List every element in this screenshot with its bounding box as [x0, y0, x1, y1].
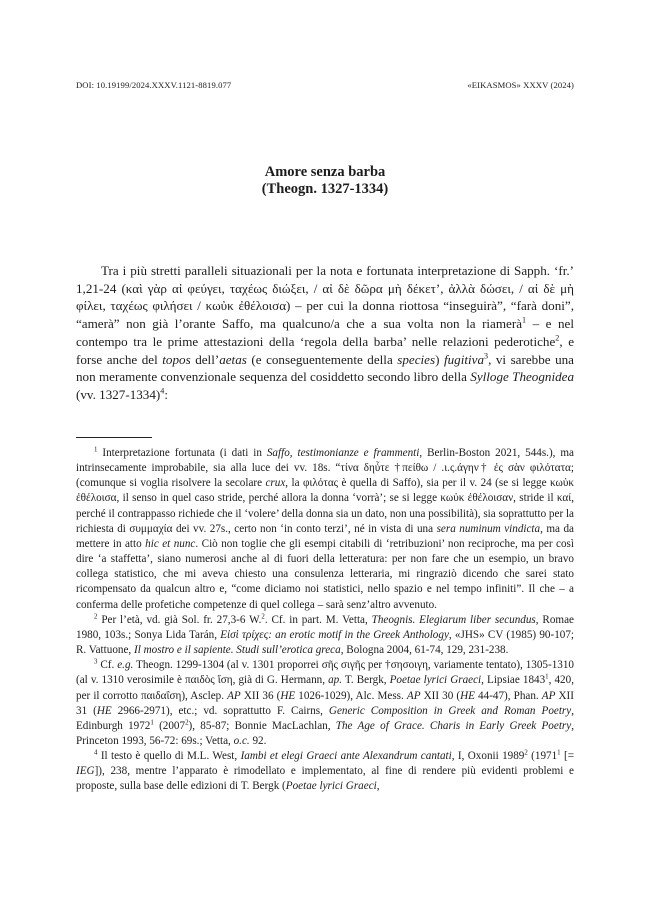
note-text: , la φιλότας è quella di Saffo), sia per il v. 24 (se si legge κωὐκ ἐθέλοισα, il senso in quel caso stride, perché allora la donna ‘vorrà’; se si legge κωὐκ ἐθέλοισαν, stride il καί, perché il contrappasso richiede che il ‘volere’ della donna sia un dato, non una possibilità), sia soprattutto per la richiesta di συμμαχία dei vv. 27s., certo non ‘in conto terzi’, né in vista di una — [76, 477, 574, 535]
body-text: dell’ — [190, 351, 220, 367]
body-italic: aetas — [219, 351, 247, 367]
note-text: , Bologna 2004, 61-74, 129, 231-238. — [340, 644, 509, 657]
body-italic: species — [397, 351, 436, 367]
note-italic: IEG — [76, 765, 95, 778]
note-italic: Εἰσὶ τρίχες: an erotic motif in the Greek Anthology — [220, 628, 449, 641]
note-italic: HE — [460, 689, 475, 702]
note-text: 44-47), Phan. — [474, 689, 542, 702]
footnote-3 — [76, 658, 574, 749]
footnote-number: 4 — [94, 749, 98, 757]
note-italic: crux — [265, 477, 286, 490]
note-italic: o.c. — [233, 734, 250, 747]
note-text: , Romae 1980, 103s.; Sonya Lida Tarán, — [76, 613, 574, 641]
footnote-number: 1 — [94, 446, 98, 454]
note-text: 2966-2971), etc.; vd. soprattutto F. Cairns, — [111, 704, 329, 717]
title-line-1: Amore senza barba — [264, 164, 386, 180]
note-italic: HE — [280, 689, 296, 702]
note-text: 92. — [249, 734, 267, 747]
title-line-2: (Theogn. 1327-1334) — [261, 181, 389, 197]
note-text: XII 36 ( — [240, 689, 281, 702]
edition-superscript: 1 — [150, 719, 154, 727]
note-text: ]), 238, mentre l’apparato è rimodellato e implementato, al fine di rendere più evidenti problemi e proposte, sulla base delle edizioni di T. Bergk ( — [76, 765, 574, 793]
note-text: Theogn. 1299-1304 (al v. 1301 proporrei σῆς σιγῆς per †σησοιγη, variamente tentato), 1305-1310 (al v. 1310 verosimile è παιδὸς ἴση, già di G. Hermann, — [76, 659, 574, 687]
body-text: – e nel contempo tra le prime attestazioni della ‘regola della barba’ nelle relazioni pederotiche — [76, 316, 574, 349]
footnote-number: 3 — [94, 658, 98, 666]
footnote-ref-3[interactable]: 3 — [484, 351, 489, 361]
note-italic: Poetae lyrici Graeci — [389, 674, 482, 687]
note-italic: Iambi et elegi Graeci ante Alexandrum cantati — [240, 750, 452, 763]
note-text: , ma da mettere in atto — [76, 522, 575, 550]
article-title — [0, 164, 650, 198]
note-italic: AP — [406, 689, 421, 702]
note-text: XII 31 ( — [76, 689, 574, 717]
note-italic: hic et nunc — [145, 537, 196, 550]
footnote-ref-4[interactable]: 4 — [160, 386, 165, 396]
footnotes — [76, 446, 574, 795]
note-italic: sera numinum vindicta — [436, 522, 541, 535]
note-italic: The Age of Grace. Charis in Early Greek Poetry — [335, 719, 572, 732]
edition-superscript: 2 — [261, 613, 265, 620]
note-text: , — [376, 780, 380, 793]
note-text: [= — [560, 750, 574, 763]
note-text: XII 30 ( — [420, 689, 461, 702]
note-text: Interpretazione fortunata (i dati in — [102, 447, 267, 459]
body-text: , vi sarebbe una non meramente convenzionale sequenza del cosiddetto secondo libro della — [76, 351, 574, 385]
note-italic: Il mostro e il sapiente. Studi sull’erotica greca — [133, 644, 341, 657]
body-text: (e conseguentemente della — [246, 351, 398, 367]
note-italic: AP — [227, 689, 241, 702]
note-text: . Cf. in part. M. Vetta, — [264, 613, 372, 626]
note-text: (1971 — [527, 750, 558, 763]
note-text: , «JHS» CV (1985) 90-107; R. Vattuone, — [76, 628, 575, 657]
footnote-ref-2[interactable]: 2 — [555, 333, 560, 343]
footnote-4 — [76, 749, 574, 794]
note-text: ), 85-87; Bonnie MacLachlan, — [188, 719, 336, 732]
note-text: Il testo è quello di M.L. West, — [100, 750, 241, 763]
note-text: (2007 — [153, 719, 186, 732]
note-italic: Generic Composition in Greek and Roman Poetry — [328, 704, 572, 717]
footnote-ref-1[interactable]: 1 — [522, 315, 527, 325]
body-text: Tra i più stretti paralleli situazionali per la nota e fortunata interpretazione di Sapph. ‘fr.’ 1,21-24 (καὶ γὰρ αἰ φεύγει, ταχέως διώξει, / αἰ δὲ δῶρα μὴ δέκετ’, ἀλλὰ δώσει, / αἰ δὲ μὴ φίλει, ταχέως φιλήσει / κωὐκ ἐθέλοισα) – per cui la donna riottosa “inseguirà”, “farà doni”, “amerà” non già l’orante Saffo, ma qualcuno/a che a sua volta non la riamerà — [76, 263, 574, 332]
edition-superscript: 2 — [524, 749, 528, 757]
note-text: , Princeton 1993, 56-72: 69s.; Vetta, — [76, 719, 574, 747]
note-italic: e.g. — [117, 659, 134, 672]
note-text: , 420, per il corrotto παιδαΐση), Asclep. — [76, 674, 574, 702]
edition-superscript: 1 — [557, 749, 561, 757]
body-text: (vv. 1327-1334) — [76, 386, 161, 402]
body-text: , e forse anche del — [76, 333, 574, 367]
journal-label: «EIKASMOS» XXXV (2024) — [467, 80, 574, 90]
note-text: . Ciò non toglie che gli esempi citabili di ‘retribuzioni’ non reciproche, ma per così dire ‘a staffetta’, siano numerosi anche al di fuori della letteratura: per non fare che un esempio, un bravo collega statistico, che mi aveva chiesto una consulenza letteraria, mi ringraziò dicendo che sarei stato ricompensato da qualcun altro e, “come diciamo noi statistici, nello spazio e nel tempo infiniti”. Il che – a conferma delle profetiche competenze di quel collega – sarà senz’altro avvenuto. — [76, 537, 574, 611]
body-text: ) — [435, 351, 444, 367]
body-italic: fugitiva — [443, 351, 484, 367]
note-italic: Poetae lyrici Graeci — [285, 780, 377, 793]
note-text: T. Bergk, — [342, 674, 390, 687]
body-italic: Sylloge Theognidea — [470, 369, 574, 385]
footnote-1 — [76, 446, 574, 613]
note-text: , I, Oxonii 1989 — [451, 750, 525, 763]
note-text: 1026-1029), Alc. Mess. — [295, 689, 407, 702]
note-italic: HE — [96, 704, 112, 717]
note-italic: ap. — [328, 674, 343, 687]
running-header — [76, 80, 574, 94]
note-text: Cf. — [100, 659, 118, 672]
footnote-2 — [76, 613, 574, 658]
body-italic: topos — [162, 351, 191, 367]
note-text: , Berlin-Boston 2021, 544s.), ma intrinsecamente improbabile, sia alla luce dei vv. 18s. “τίνα δηὖτε †πείθω / .ι.ς.άγην† ἐς σὰν φιλότατα; (comunque si voglia risolvere la secolare — [76, 447, 574, 490]
body-text: : — [164, 386, 168, 402]
edition-superscript: 1 — [545, 673, 549, 681]
note-italic: Theognis. Elegiarum liber secundus — [371, 613, 536, 626]
note-italic: AP — [541, 689, 556, 702]
note-italic: Saffo, testimonianze e frammenti — [266, 447, 420, 459]
doi-label: DOI: 10.19199/2024.XXXV.1121-8819.077 — [76, 80, 232, 90]
footnote-number: 2 — [94, 613, 98, 620]
note-text: , Lipsiae 1843 — [481, 674, 546, 687]
edition-superscript: 2 — [185, 719, 189, 727]
footnote-separator — [76, 437, 152, 438]
note-text: Per l’età, vd. già Sol. fr. 27,3-6 W. — [101, 613, 262, 626]
main-text — [76, 262, 574, 404]
note-text: , Edinburgh 1972 — [76, 704, 575, 732]
body-paragraph — [76, 262, 574, 404]
